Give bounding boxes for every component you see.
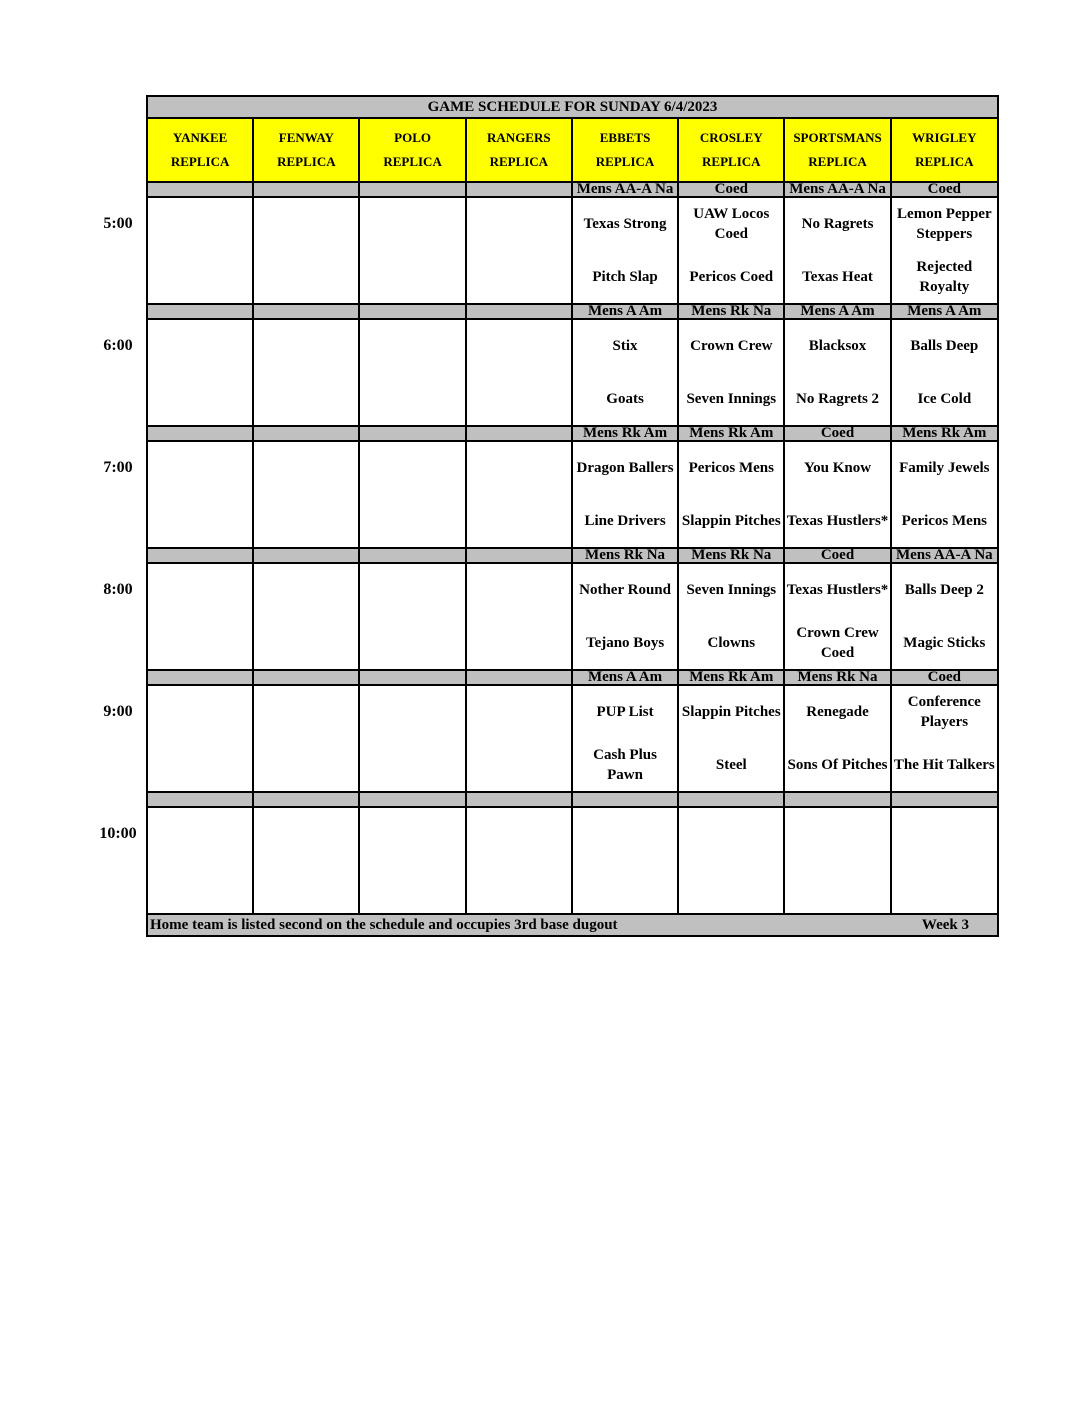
field-name: CROSLEY [699,130,763,145]
away-team [254,442,358,495]
time-label: 5:00 [103,215,133,233]
field-name: WRIGLEY [912,130,977,145]
away-team: Slappin Pitches [681,704,781,721]
home-team [573,861,677,914]
field-subtitle: REPLICA [595,154,655,169]
field-subtitle: REPLICA [702,154,761,169]
game-cell [784,807,890,914]
away-team: Family Jewels [899,460,990,477]
game-cell [147,563,253,670]
game-cell [466,319,572,426]
home-team: Texas Heat [802,268,873,285]
home-team [254,495,358,548]
home-team: The Hit Talkers [893,756,995,773]
division-label: Mens A Am [891,304,998,319]
division-label [466,426,572,441]
game-cell [678,807,784,914]
field-header [891,118,998,182]
away-team: Pericos Mens [688,460,774,477]
away-team [467,198,571,251]
game-cell [891,563,998,670]
game-cell [359,563,465,670]
field-name: POLO [394,130,431,145]
away-team [467,564,571,617]
home-team: Pericos Mens [901,512,988,529]
game-cell [253,563,359,670]
home-team [254,373,358,426]
away-team [467,808,571,861]
home-team: Pitch Slap [592,268,658,285]
home-team [254,739,358,792]
game-cell [466,197,572,304]
game-cell [891,319,998,426]
home-team [254,861,358,914]
game-cell [466,563,572,670]
field-header [572,118,678,182]
game-cell [678,197,784,304]
field-header [784,118,890,182]
home-team: Magic Sticks [903,634,986,651]
division-label [359,792,465,807]
game-cell [147,685,253,792]
division-label: Mens A Am [572,304,678,319]
game-cell [359,197,465,304]
division-label [466,548,572,563]
division-label: Mens Rk Na [678,304,784,319]
away-team: Lemon Pepper Steppers [897,206,992,243]
division-label [466,182,572,197]
away-team: Texas Hustlers* [786,582,889,599]
division-label [359,304,465,319]
away-team: Balls Deep [910,338,979,355]
away-team [254,198,358,251]
game-cell [784,197,890,304]
division-label [253,426,359,441]
field-subtitle: REPLICA [915,154,974,169]
game-cell [147,319,253,426]
division-label [891,792,998,807]
division-label [147,548,253,563]
away-team [467,686,571,739]
field-subtitle: REPLICA [277,154,336,169]
time-label: 10:00 [99,825,137,843]
division-label [359,182,465,197]
division-label: Mens Rk Am [678,426,784,441]
away-team [254,320,358,373]
away-team: Renegade [806,704,869,721]
game-cell [359,319,465,426]
game-cell [784,319,890,426]
home-team: Pericos Coed [689,268,774,285]
game-cell [784,563,890,670]
away-team [785,808,889,861]
game-cell [572,563,678,670]
home-team [148,739,252,792]
schedule-title: GAME SCHEDULE FOR SUNDAY 6/4/2023 [147,96,998,118]
away-team [360,808,464,861]
division-label [147,792,253,807]
division-label [147,304,253,319]
away-team [892,808,997,861]
field-subtitle: REPLICA [808,154,867,169]
home-team: Cash Plus Pawn [593,746,657,783]
division-label [253,792,359,807]
division-label: Mens Rk Na [678,548,784,563]
away-team: PUP List [596,704,654,721]
home-team [360,861,464,914]
game-cell [678,563,784,670]
away-team [148,320,252,373]
division-label [466,670,572,685]
home-team [148,251,252,304]
away-team [254,564,358,617]
game-cell [466,685,572,792]
game-cell [253,441,359,548]
home-team [148,861,252,914]
division-label [253,182,359,197]
home-team [467,861,571,914]
time-label: 9:00 [103,703,133,721]
home-team: Clowns [707,634,756,651]
field-header [466,118,572,182]
away-team [360,442,464,495]
field-subtitle: REPLICA [383,154,442,169]
home-team [254,251,358,304]
time-label: 8:00 [103,581,133,599]
away-team: Crown Crew [690,338,773,355]
game-cell [466,807,572,914]
game-cell [678,685,784,792]
game-cell [359,441,465,548]
division-label: Coed [784,548,890,563]
division-label: Coed [891,670,998,685]
field-header [359,118,465,182]
away-team: Seven Innings [686,582,777,599]
away-team [254,808,358,861]
game-cell [678,441,784,548]
field-subtitle: REPLICA [489,154,549,169]
away-team [148,808,252,861]
division-label [359,426,465,441]
away-team [148,564,252,617]
field-header [678,118,784,182]
away-team [254,686,358,739]
away-team [148,686,252,739]
game-cell [784,685,890,792]
away-team: Balls Deep 2 [904,582,984,599]
field-name: EBBETS [599,130,651,145]
division-label: Mens AA-A Na [784,182,890,197]
away-team: UAW Locos Coed [693,206,770,243]
division-label: Mens Rk Am [891,426,998,441]
game-cell [572,197,678,304]
home-team: Steel [715,756,747,773]
home-team: Tejano Boys [585,634,665,651]
game-cell [147,441,253,548]
game-cell [891,441,998,548]
away-team: Conference Players [907,694,981,731]
home-team [360,495,464,548]
home-team: Slappin Pitches [681,512,781,529]
time-label: 6:00 [103,337,133,355]
away-team: No Ragrets [801,216,874,233]
away-team [148,442,252,495]
division-label [466,792,572,807]
home-team [467,251,571,304]
game-cell [891,807,998,914]
home-team [148,617,252,670]
away-team [148,198,252,251]
division-label: Mens Rk Na [784,670,890,685]
field-name: RANGERS [487,130,551,145]
home-team [892,861,997,914]
division-label [253,548,359,563]
division-label [253,670,359,685]
game-cell [572,807,678,914]
game-cell [147,197,253,304]
home-team [785,861,889,914]
division-label [359,548,465,563]
home-team: Texas Hustlers* [786,512,889,529]
game-cell [678,319,784,426]
game-cell [147,807,253,914]
away-team [360,686,464,739]
division-label [784,792,890,807]
time-label: 7:00 [103,459,133,477]
division-label: Mens AA-A Na [572,182,678,197]
home-team [254,617,358,670]
home-team: Sons Of Pitches [787,756,888,773]
home-team [467,373,571,426]
away-team: Nother Round [579,582,671,599]
division-label: Mens AA-A Na [891,548,998,563]
division-label [466,304,572,319]
home-team [467,739,571,792]
away-team [679,808,783,861]
game-cell [359,685,465,792]
home-team [467,617,571,670]
away-team: Dragon Ballers [576,460,674,477]
away-team [573,808,677,861]
field-name: YANKEE [172,130,228,145]
division-label [253,304,359,319]
away-team: Texas Strong [583,216,667,233]
home-team [467,495,571,548]
field-header [147,118,253,182]
away-team: Stix [612,338,638,355]
away-team [360,564,464,617]
home-team [360,251,464,304]
game-cell [784,441,890,548]
game-cell [253,807,359,914]
away-team [467,442,571,495]
schedule-table [146,95,999,937]
game-cell [253,319,359,426]
field-name: FENWAY [278,130,334,145]
field-header [253,118,359,182]
home-team [360,617,464,670]
division-label: Mens Rk Am [572,426,678,441]
game-cell [891,685,998,792]
game-cell [572,441,678,548]
division-label [678,792,784,807]
away-team: Blacksox [808,338,867,355]
division-label [147,670,253,685]
home-team [360,739,464,792]
game-cell [572,319,678,426]
home-team [679,861,783,914]
game-cell [572,685,678,792]
field-name: SPORTSMANS [793,130,882,145]
division-label [359,670,465,685]
away-team [360,320,464,373]
home-team: Rejected Royalty [916,258,973,295]
division-label [572,792,678,807]
home-team: Seven Innings [686,390,777,407]
division-label: Mens A Am [784,304,890,319]
game-cell [253,685,359,792]
home-team [148,373,252,426]
field-subtitle: REPLICA [170,154,230,169]
away-team [467,320,571,373]
schedule-footer [147,914,998,936]
game-cell [359,807,465,914]
home-team-note: Home team is listed second on the schedule and occupies 3rd base dugout [150,917,618,933]
division-label: Coed [891,182,998,197]
game-cell [466,441,572,548]
game-cell [891,197,998,304]
home-team [148,495,252,548]
away-team [360,198,464,251]
division-label: Coed [784,426,890,441]
home-team: Crown Crew Coed [796,624,879,661]
game-cell [253,197,359,304]
division-label: Mens Rk Am [678,670,784,685]
division-label [147,182,253,197]
home-team: Line Drivers [584,512,666,529]
home-team: Goats [606,390,644,407]
division-label: Mens Rk Na [572,548,678,563]
division-label: Coed [678,182,784,197]
home-team: Ice Cold [917,390,972,407]
division-label [147,426,253,441]
division-label: Mens A Am [572,670,678,685]
home-team: No Ragrets 2 [796,390,880,407]
away-team: You Know [803,460,872,477]
home-team [360,373,464,426]
week-label: Week 3 [921,917,969,933]
